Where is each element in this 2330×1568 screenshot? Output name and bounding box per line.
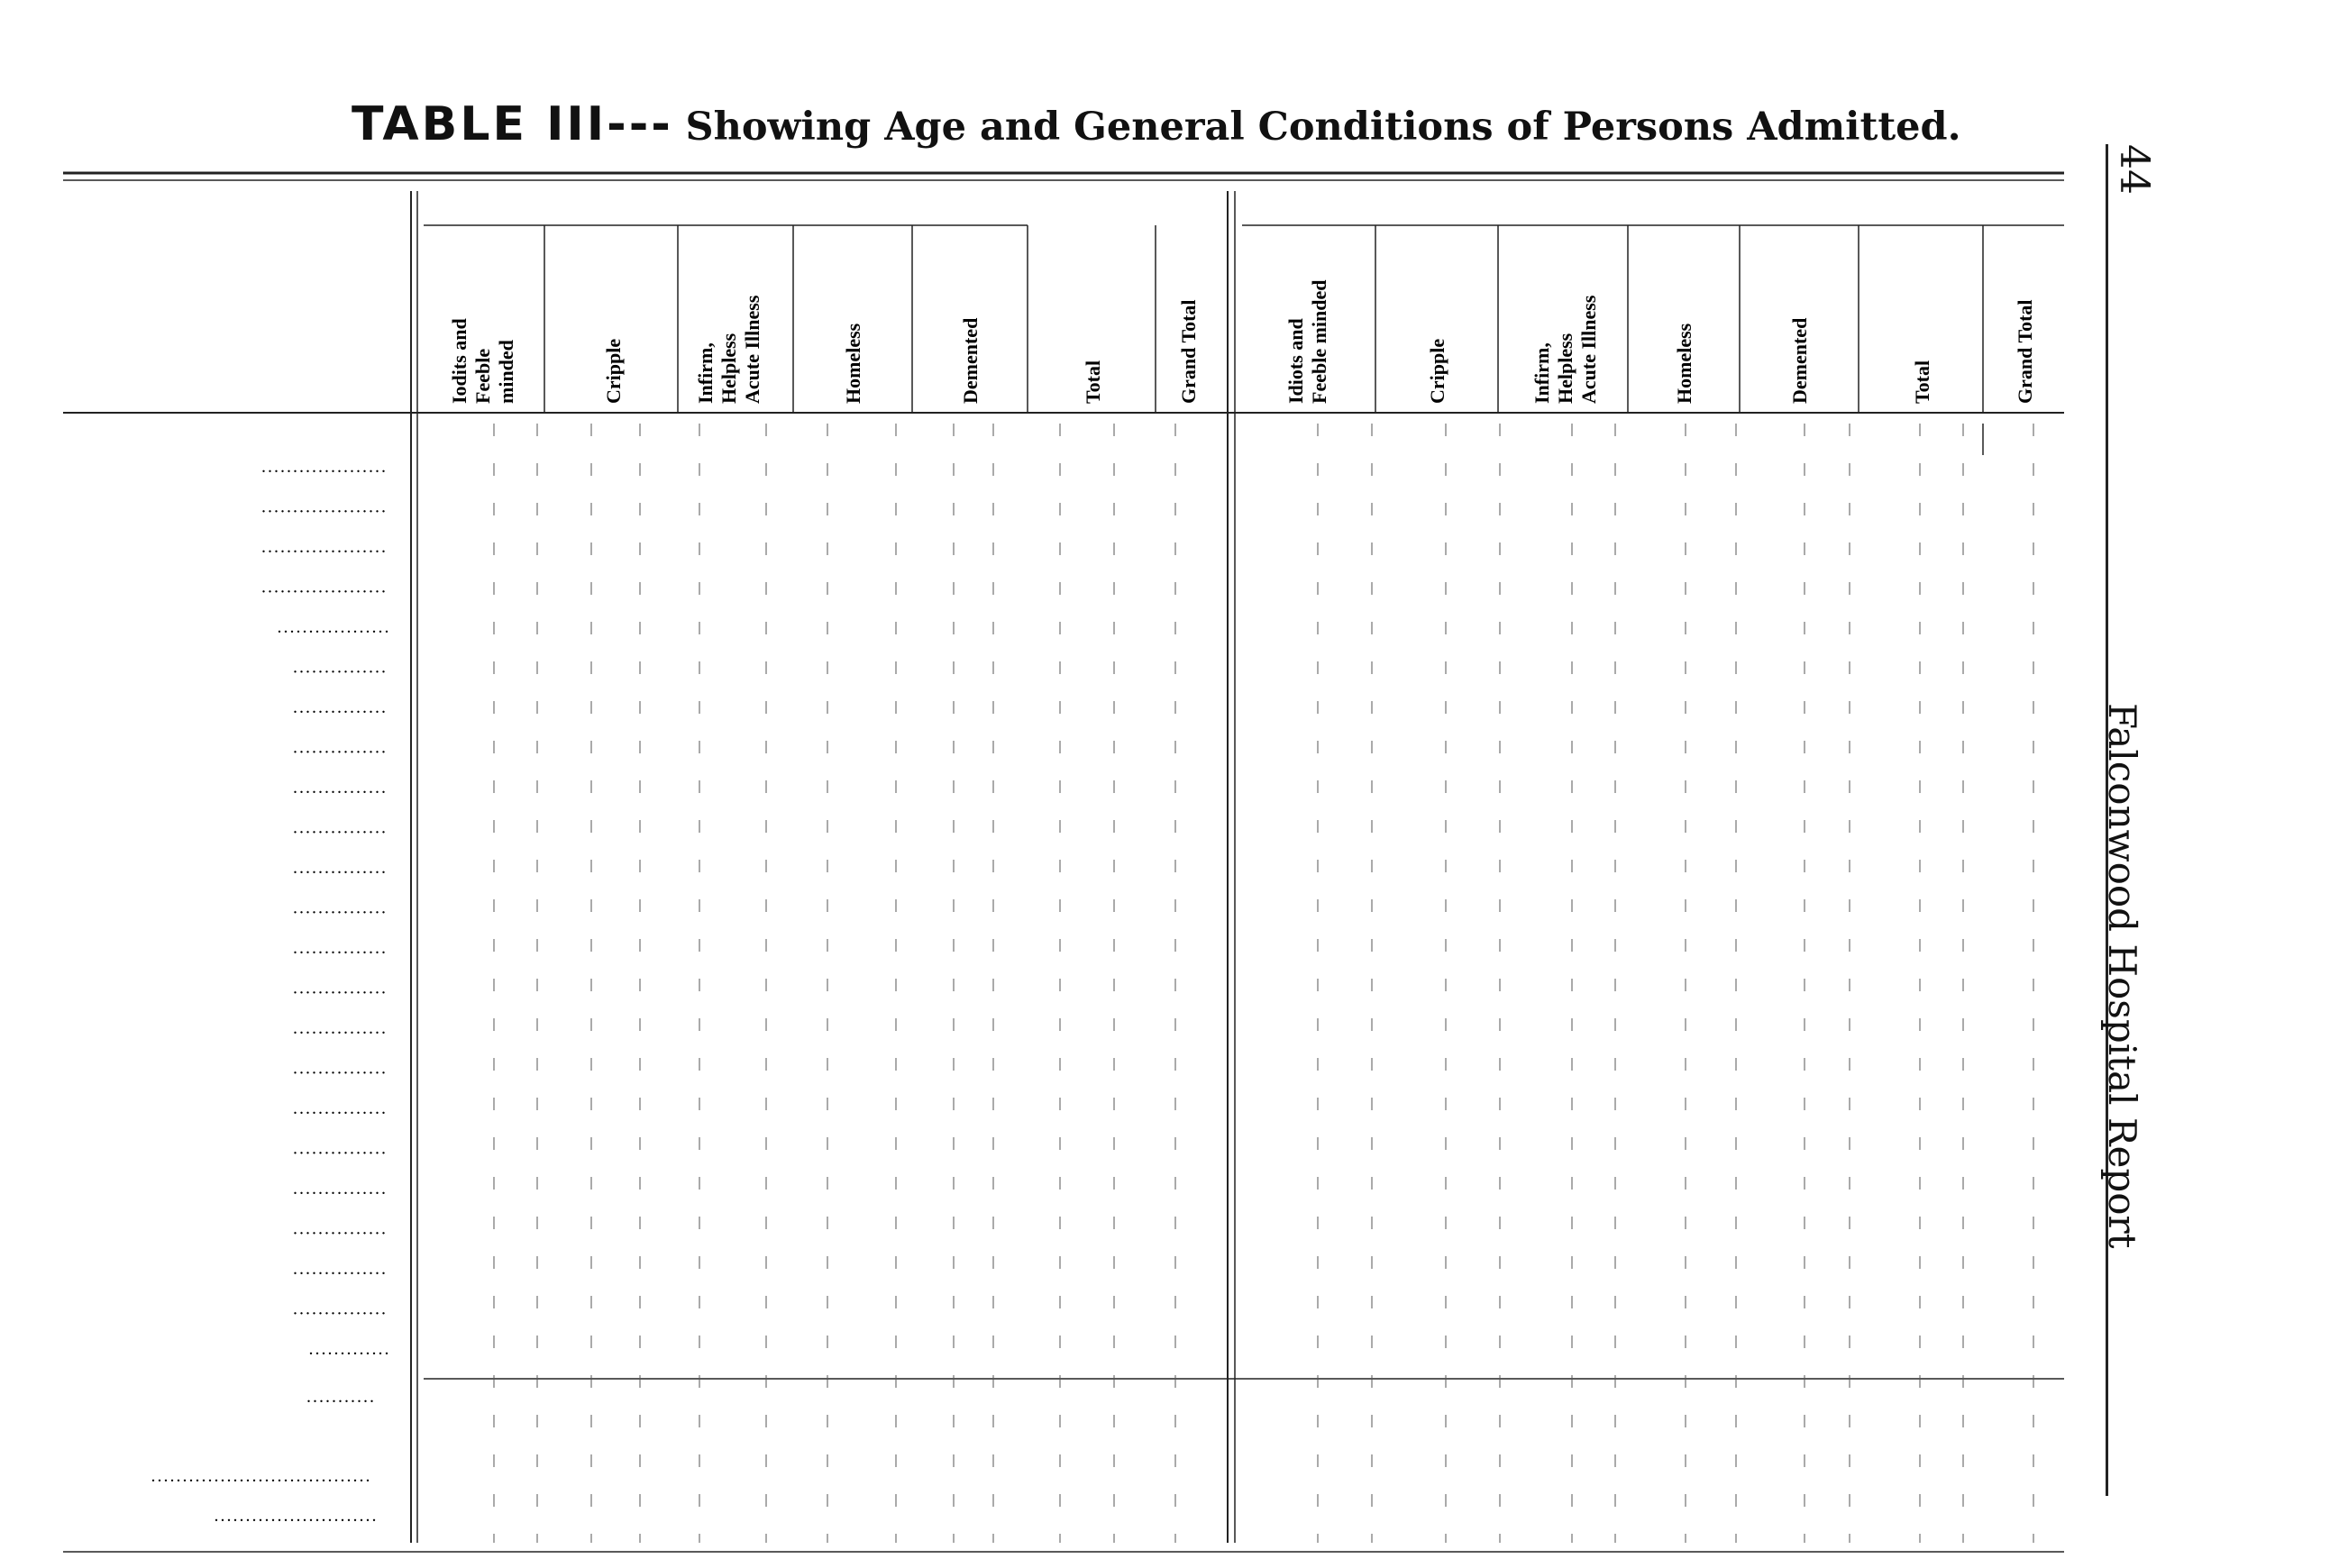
leader-dots: ........... [306,1387,376,1407]
leader-dots: ............... [293,778,388,798]
leader-dots: .......................... [214,1506,379,1526]
leader-dots: ............... [293,1218,388,1239]
column-header-line: Iodits and [448,318,471,404]
column-header [842,323,864,404]
column-header [959,318,982,404]
column-header-line: Infirm, [694,342,717,404]
column-header [1426,339,1448,404]
column-header-line: Helpless [717,333,740,404]
leader-dots: ............... [293,978,388,998]
leader-dots: .................... [261,457,388,477]
leader-dots: ............... [293,1259,388,1279]
column-header [602,339,625,404]
column-header [694,295,763,404]
column-header-line: Total [1911,360,1933,404]
column-header-line: Acute Illness [741,295,763,404]
leader-dots: .................. [277,617,391,637]
column-header [1788,318,1811,404]
column-header-line: Grand Total [1177,299,1200,404]
leader-dots: ............... [293,898,388,918]
leader-dots: ............... [293,1299,388,1319]
leader-dots: .................... [261,537,388,557]
leader-dots: ............... [293,657,388,678]
column-header-line: minded [495,340,517,404]
leader-dots: ............... [293,1138,388,1159]
column-header-line: Homeless [1673,323,1695,404]
leader-dots: ............... [293,858,388,878]
leader-dots: .................... [261,577,388,597]
leader-dots: ............... [293,1058,388,1079]
column-header-line: Demented [959,317,982,404]
column-header-line: Cripple [602,338,625,404]
column-header [1177,299,1200,404]
column-header-line: Cripple [1426,338,1448,404]
leader-dots: ............... [293,1099,388,1118]
leader-dots: ............. [308,1339,391,1359]
column-header-line: Acute Illness [1577,295,1600,404]
column-header-line: Infirm, [1530,342,1553,404]
running-title: Falconwood Hospital Report [2100,703,2144,1249]
column-header-line: Idiots and [1284,318,1307,404]
leader-dots: ............... [293,817,388,838]
column-header-line: Demented [1788,317,1811,404]
leader-dots: ................................... [151,1466,372,1486]
column-header [1530,295,1600,404]
leader-dots: ............... [293,1018,388,1038]
leader-dots: ............... [293,737,388,758]
table-subtitle: Showing Age and General Conditions of Persons Admitted. [685,105,1961,150]
column-header [1911,360,1933,404]
leader-dots: ............... [293,938,388,958]
column-header-line: Grand Total [2014,299,2036,404]
column-header-line: Total [1082,360,1104,404]
column-header-line: Homeless [842,323,864,404]
column-header [2014,299,2036,404]
column-header [448,318,517,404]
column-header [1082,360,1104,404]
leader-dots: ............... [293,1179,388,1199]
column-header [1284,280,1330,405]
column-header-line: Feeble minded [1308,279,1330,404]
column-header-line: Feeble [471,348,494,404]
page-number: 44 [2111,144,2157,195]
column-header [1673,323,1695,404]
column-header-line: Helpless [1554,333,1576,404]
leader-dots: ............... [293,697,388,717]
leader-dots: .................... [261,497,388,517]
table-number: TABLE III--- [352,97,673,151]
